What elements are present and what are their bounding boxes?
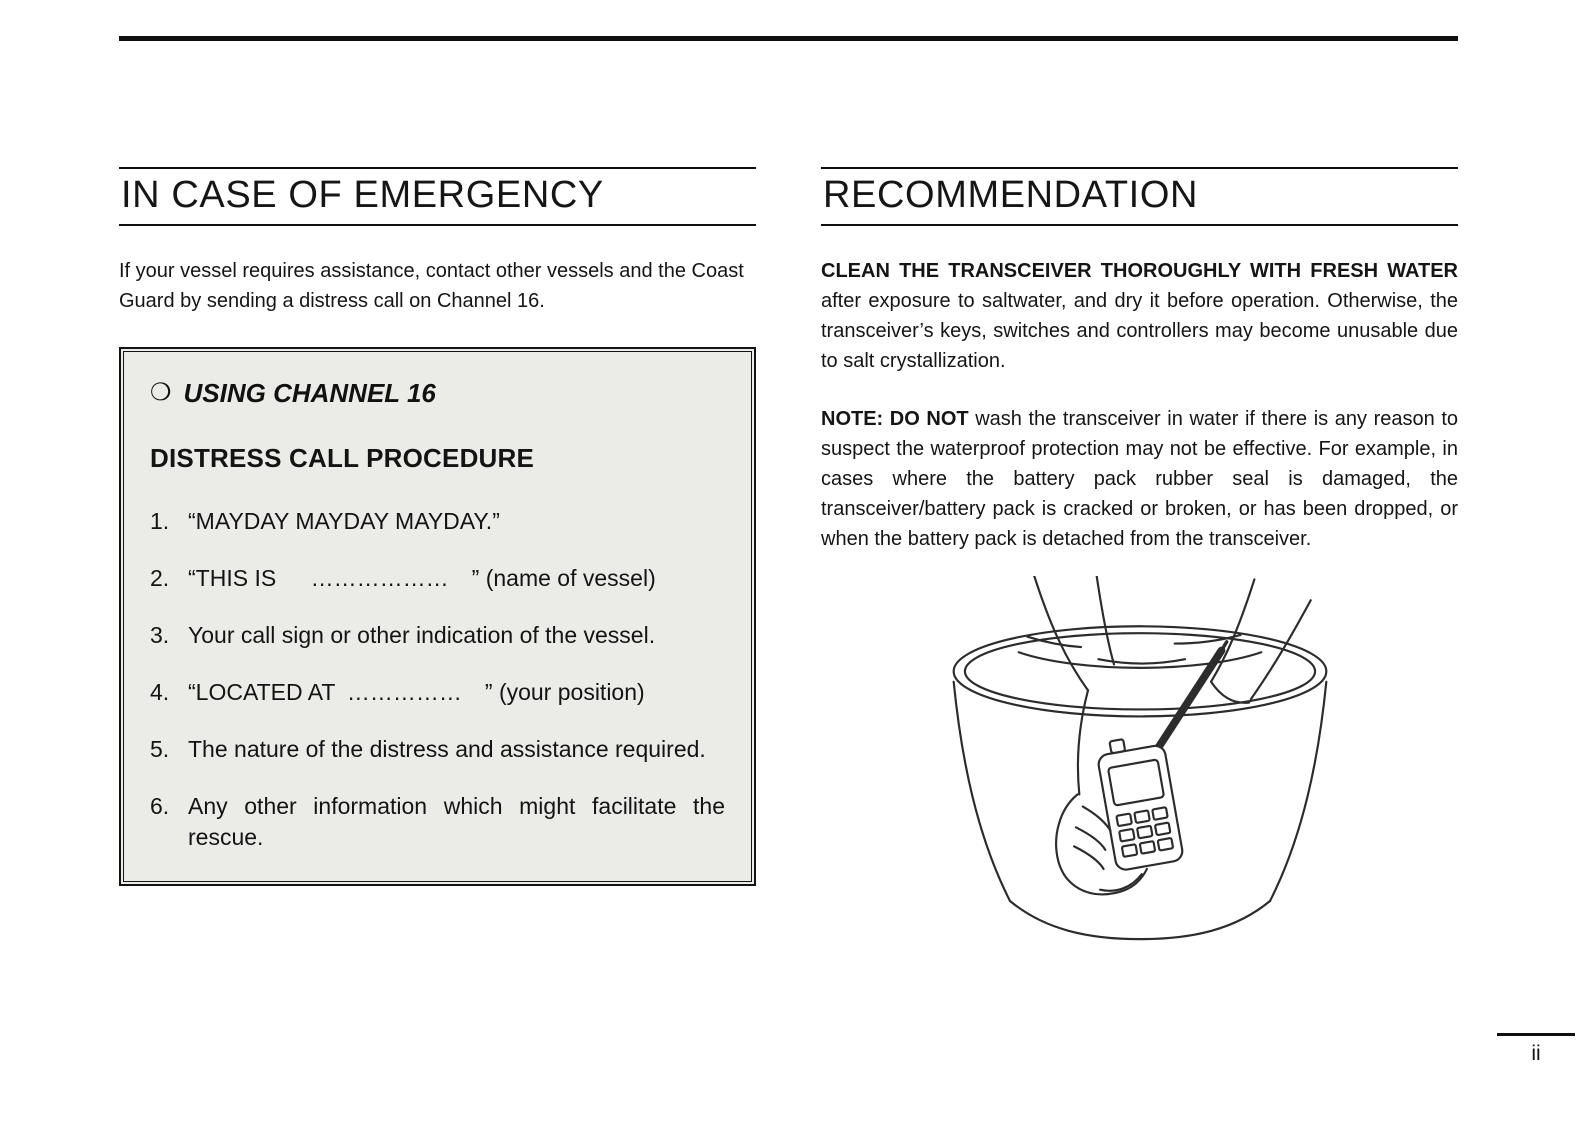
distress-box [119,347,756,886]
item-number: 1. [150,507,170,534]
item-text: “THIS IS ……………… ” (name of vessel) [188,564,656,591]
circle-bullet-icon: ❍ [150,379,172,407]
item-text: Your call sign or other indication of the vessel. [188,621,656,648]
item-number: 3. [150,621,170,648]
note-rest: wash the transceiver in water if there is any reason to suspect the waterproof protection may not be effective. For example, in cases where the battery pack rubber seal is damaged, the transceiver/battery pack is cracked or broken, or has been dropped, or when the battery pack is detached from the transceiver. [821,408,1459,550]
emergency-intro: If your vessel requires assistance, contact other vessels and the Coast Guard by sending a distress call on Channel 16. [119,260,744,313]
bucket-illustration [821,576,1458,966]
list-item [150,734,725,765]
clean-transceiver-rest: after exposure to saltwater, and dry it before operation. Otherwise, the transceiver’s keys, switches and controllers may become unusable due to salt crystallization. [821,290,1458,372]
list-item [150,620,725,651]
clean-transceiver-paragraph [821,256,1458,376]
list-item [150,791,725,853]
list-item [150,677,725,708]
page-number-block [1497,1033,1575,1066]
item-number: 2. [150,564,170,591]
item-text: The nature of the distress and assistance required. [188,735,706,762]
distress-call-procedure-title: DISTRESS CALL PROCEDURE [150,442,535,473]
distress-steps-list [150,506,725,853]
item-text: “LOCATED AT …………… ” (your position) [188,678,645,705]
transceiver [1094,732,1183,871]
distress-box-inner [123,351,752,882]
bucket-illustration-svg [880,576,1400,966]
antenna [1153,642,1226,755]
page-top-rule [119,36,1458,41]
note-bold: NOTE: DO NOT [821,408,969,430]
item-text: “MAYDAY MAYDAY MAYDAY.” [188,507,500,534]
note-paragraph [821,404,1458,554]
using-channel-16-subheading [150,378,725,409]
list-item [150,563,725,594]
emergency-heading: IN CASE OF EMERGENCY [119,167,756,226]
using-channel-16-label: USING CHANNEL 16 [183,377,436,408]
item-number: 6. [150,793,170,820]
item-text: Any other information which might facilitate the rescue. [188,793,725,851]
right-column [821,167,1458,966]
recommendation-heading: RECOMMENDATION [821,167,1458,226]
item-number: 5. [150,735,170,762]
left-column [119,167,756,886]
list-item [150,506,725,537]
clean-transceiver-bold: CLEAN THE TRANSCEIVER THOROUGHLY WITH FRESH WATER [821,260,1458,282]
item-number: 4. [150,678,170,705]
page-number: ii [1531,1042,1541,1065]
